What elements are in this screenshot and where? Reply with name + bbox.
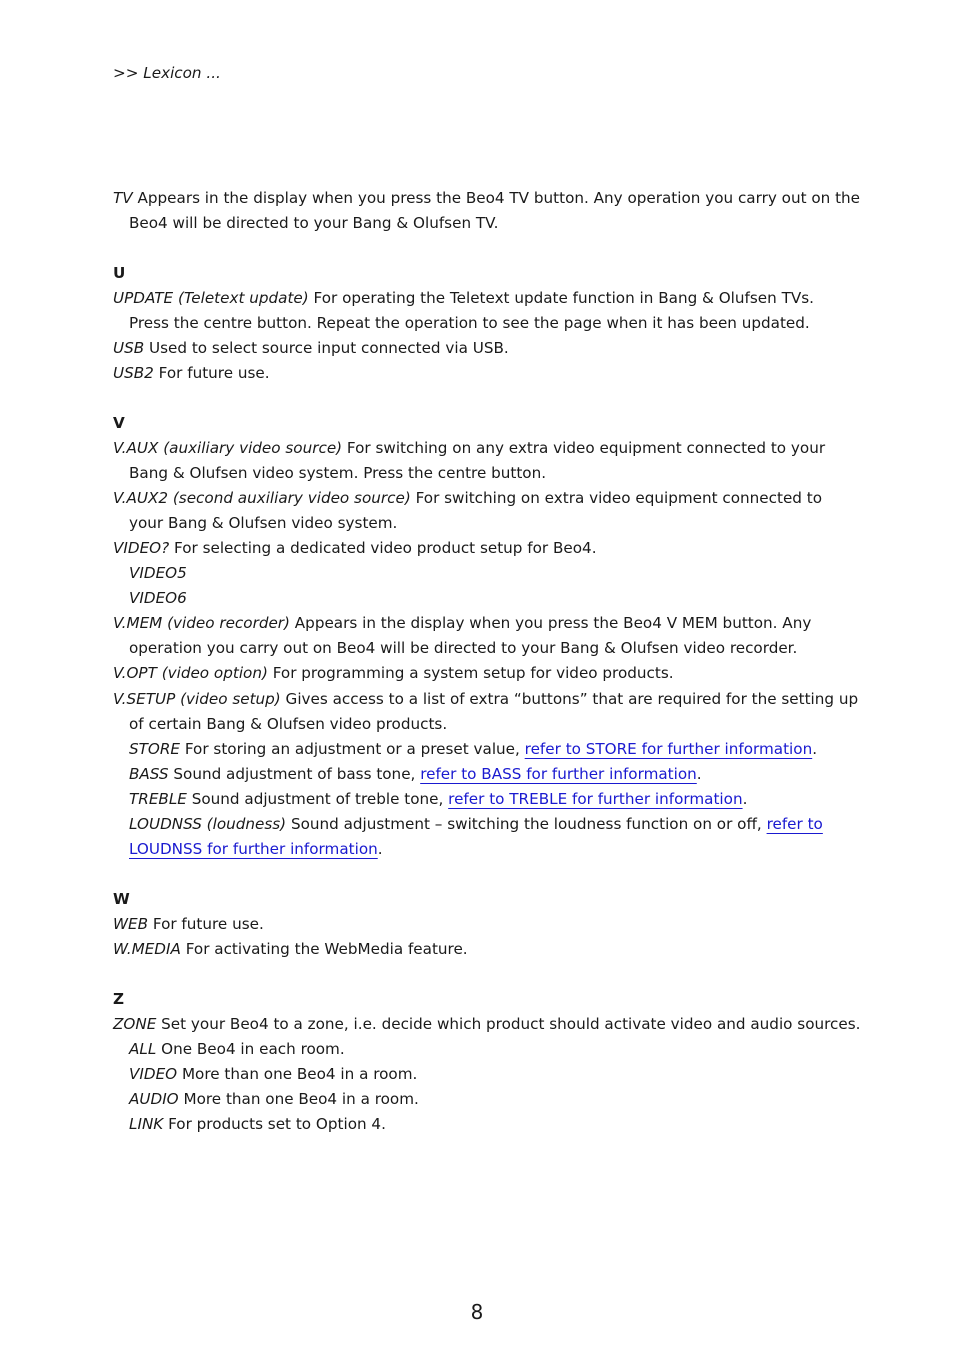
definition-text: For switching on extra video equipment connected to (410, 489, 823, 507)
definition-text: Beo4 will be directed to your Bang & Olufsen TV. (129, 214, 499, 232)
lexicon-line (129, 839, 383, 859)
lexicon-line (113, 914, 264, 934)
lexicon-term: ZONE (113, 1015, 157, 1033)
lexicon-term: ALL (129, 1040, 157, 1058)
definition-text: . (742, 790, 748, 808)
definition-text: More than one Beo4 in a room. (177, 1065, 418, 1083)
lexicon-term: V.MEM (video recorder) (113, 614, 290, 632)
definition-text: For storing an adjustment or a preset value, (180, 740, 525, 758)
lexicon-term: UPDATE (Teletext update) (113, 289, 309, 307)
breadcrumb: >> Lexicon ... (113, 64, 221, 82)
lexicon-line (113, 288, 814, 308)
definition-text: Sound adjustment of bass tone, (168, 765, 421, 783)
lexicon-term: VIDEO6 (129, 589, 187, 607)
lexicon-line (129, 463, 546, 483)
lexicon-line (129, 764, 702, 784)
definition-text: Used to select source input connected via USB. (144, 339, 509, 357)
section-letter: V (113, 414, 125, 432)
lexicon-term: BASS (129, 765, 169, 783)
lexicon-term: AUDIO (129, 1090, 179, 1108)
cross-reference-link[interactable]: refer to (766, 815, 823, 833)
lexicon-line (113, 663, 674, 683)
lexicon-term: USB (113, 339, 145, 357)
definition-text: of certain Bang & Olufsen video products. (129, 715, 448, 733)
lexicon-line (113, 488, 822, 508)
cross-reference-link[interactable]: LOUDNSS for further information (129, 840, 378, 858)
lexicon-term: V.OPT (video option) (113, 664, 268, 682)
lexicon-term: VIDEO5 (129, 564, 187, 582)
lexicon-line (129, 1114, 386, 1134)
definition-text: Gives access to a list of extra “buttons” that are required for the setting up (280, 690, 859, 708)
lexicon-line (129, 1039, 345, 1059)
lexicon-line (113, 939, 468, 959)
cross-reference-link[interactable]: refer to TREBLE for further information (448, 790, 743, 808)
definition-text: For future use. (148, 915, 264, 933)
definition-text: Bang & Olufsen video system. Press the centre button. (129, 464, 547, 482)
lexicon-term: VIDEO (129, 1065, 178, 1083)
lexicon-term: W.MEDIA (113, 940, 181, 958)
definition-text: For switching on any extra video equipment connected to your (342, 439, 826, 457)
lexicon-line (113, 1014, 860, 1034)
lexicon-line (113, 538, 597, 558)
lexicon-line (129, 588, 187, 608)
definition-text: Set your Beo4 to a zone, i.e. decide which product should activate video and audio sources. (156, 1015, 861, 1033)
lexicon-line (129, 638, 797, 658)
lexicon-line (113, 263, 125, 283)
lexicon-line (129, 1089, 419, 1109)
lexicon-line (129, 1064, 417, 1084)
lexicon-term: TV (113, 189, 133, 207)
lexicon-line (129, 789, 747, 809)
lexicon-term: V.AUX (auxiliary video source) (113, 439, 343, 457)
definition-text: For products set to Option 4. (163, 1115, 386, 1133)
lexicon-term: V.AUX2 (second auxiliary video source) (113, 489, 411, 507)
lexicon-line (129, 563, 187, 583)
page-number: 8 (470, 1300, 484, 1324)
definition-text: For operating the Teletext update function in Bang & Olufsen TVs. (308, 289, 814, 307)
lexicon-term: VIDEO? (113, 539, 170, 557)
lexicon-term: TREBLE (129, 790, 187, 808)
lexicon-line (113, 889, 130, 909)
lexicon-line (113, 613, 811, 633)
definition-text: . (696, 765, 702, 783)
lexicon-term: V.SETUP (video setup) (113, 690, 281, 708)
lexicon-line (129, 313, 810, 333)
cross-reference-link[interactable]: refer to BASS for further information (420, 765, 697, 783)
definition-text: operation you carry out on Beo4 will be directed to your Bang & Olufsen video recorder. (129, 639, 798, 657)
definition-text: your Bang & Olufsen video system. (129, 514, 398, 532)
definition-text: Appears in the display when you press the Beo4 TV button. Any operation you carry out on the (132, 189, 861, 207)
lexicon-line (129, 213, 498, 233)
definition-text: . (377, 840, 383, 858)
definition-text: More than one Beo4 in a room. (178, 1090, 419, 1108)
lexicon-term: LINK (129, 1115, 164, 1133)
section-letter: U (113, 264, 126, 282)
section-letter: Z (113, 990, 125, 1008)
lexicon-line (113, 363, 270, 383)
lexicon-line (113, 989, 124, 1009)
lexicon-line (113, 338, 509, 358)
definition-text: One Beo4 in each room. (156, 1040, 345, 1058)
definition-text: For selecting a dedicated video product setup for Beo4. (169, 539, 597, 557)
lexicon-line (113, 438, 825, 458)
definition-text: For future use. (153, 364, 270, 382)
lexicon-line (113, 413, 125, 433)
lexicon-line (129, 814, 823, 834)
lexicon-term: WEB (113, 915, 149, 933)
lexicon-line (113, 689, 858, 709)
lexicon-term: LOUDNSS (loudness) (129, 815, 287, 833)
definition-text: Sound adjustment – switching the loudness function on or off, (286, 815, 767, 833)
definition-text: Appears in the display when you press the Beo4 V MEM button. Any (289, 614, 812, 632)
lexicon-term: USB2 (113, 364, 154, 382)
definition-text: Sound adjustment of treble tone, (186, 790, 449, 808)
definition-text: For activating the WebMedia feature. (180, 940, 468, 958)
definition-text: . (812, 740, 818, 758)
lexicon-line (113, 188, 860, 208)
section-letter: W (113, 890, 130, 908)
definition-text: For programming a system setup for video products. (267, 664, 674, 682)
lexicon-line (129, 739, 817, 759)
definition-text: Press the centre button. Repeat the operation to see the page when it has been updated. (129, 314, 810, 332)
lexicon-line (129, 513, 397, 533)
cross-reference-link[interactable]: refer to STORE for further information (524, 740, 813, 758)
lexicon-line (129, 714, 447, 734)
lexicon-term: STORE (129, 740, 181, 758)
